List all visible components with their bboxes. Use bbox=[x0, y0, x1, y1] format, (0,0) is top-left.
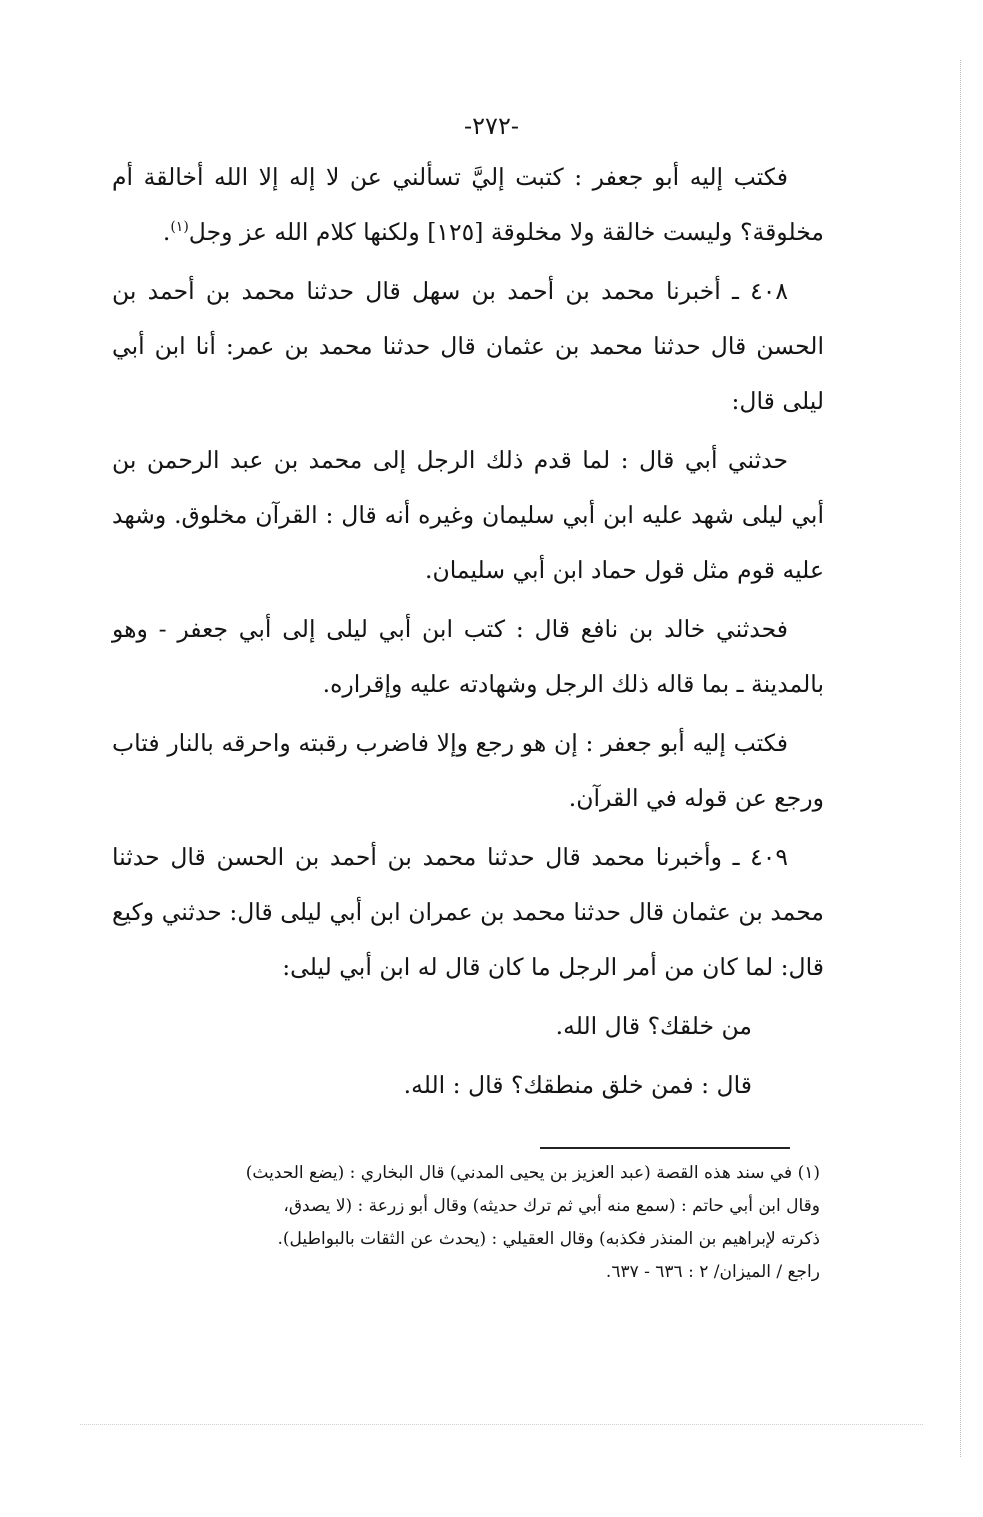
paragraph-reply-abu-jafar: فكتب إليه أبو جعفر : إن هو رجع وإلا فاضرب رقبته واحرقه بالنار فتاب ورجع عن قوله في القرآن. bbox=[112, 729, 824, 812]
paragraph-text: فكتب إليه أبو جعفر : كتبت إليَّ تسألني عن لا إله إلا الله أخالقة أم مخلوقة؟ وليست خالقة ولا مخلوقة [١٢٥] ولكنها كلام الله عز وجل bbox=[112, 163, 824, 246]
footnotes bbox=[120, 1157, 820, 1289]
footnote-line: ذكرته لإبراهيم بن المنذر فكذبه) وقال العقيلي : (يحدث عن الثقات بالبواطيل). bbox=[277, 1229, 820, 1249]
footnote-line: وقال ابن أبي حاتم : (سمع منه أبي ثم ترك حديثه) وقال أبو زرعة : (لا يصدق، bbox=[283, 1196, 820, 1216]
footnote-separator bbox=[540, 1147, 790, 1149]
paragraph-testimony: حدثني أبي قال : لما قدم ذلك الرجل إلى محمد بن عبد الرحمن بن أبي ليلى شهد عليه ابن أبي سليمان وغيره أنه قال : القرآن مخلوق. وشهد عليه قوم مثل قول حماد ابن أبي سليمان. bbox=[112, 446, 824, 584]
page-number: -٢٧٢- bbox=[464, 112, 519, 140]
footnote-line: راجع / الميزان/ ٢ : ٦٣٦ - ٦٣٧. bbox=[605, 1262, 820, 1282]
scan-margin-edge bbox=[960, 60, 961, 1457]
paragraph-letter-abu-jafar bbox=[112, 150, 824, 260]
footnote-line: (١) في سند هذه القصة (عبد العزيز بن يحيى المدني) قال البخاري : (يضع الحديث) bbox=[245, 1163, 820, 1183]
paragraph-hadith-408: ٤٠٨ ـ أخبرنا محمد بن أحمد بن سهل قال حدثنا محمد بن أحمد بن الحسن قال حدثنا محمد بن عثمان قال حدثنا محمد بن عمر: أنا ابن أبي ليلى قال: bbox=[112, 277, 824, 415]
paragraph-question-2: قال : فمن خلق منطقك؟ قال : الله. bbox=[403, 1071, 752, 1099]
footnote-reference: (١) bbox=[170, 219, 189, 236]
scan-bottom-edge bbox=[80, 1424, 923, 1425]
paragraph-end: . bbox=[162, 218, 171, 246]
body-text bbox=[112, 150, 824, 1117]
paragraph-hadith-409: ٤٠٩ ـ وأخبرنا محمد قال حدثنا محمد بن أحمد بن الحسن قال حدثنا محمد بن عثمان قال حدثنا محمد بن عمران ابن أبي ليلى قال: حدثني وكيع قال: لما كان من أمر الرجل ما كان قال له ابن أبي ليلى: bbox=[112, 843, 824, 981]
paragraph-question-1: من خلقك؟ قال الله. bbox=[555, 1012, 752, 1040]
paragraph-khalid-ibn-nafi: فحدثني خالد بن نافع قال : كتب ابن أبي ليلى إلى أبي جعفر - وهو بالمدينة ـ بما قاله ذلك الرجل وشهادته عليه وإقراره. bbox=[112, 615, 824, 698]
